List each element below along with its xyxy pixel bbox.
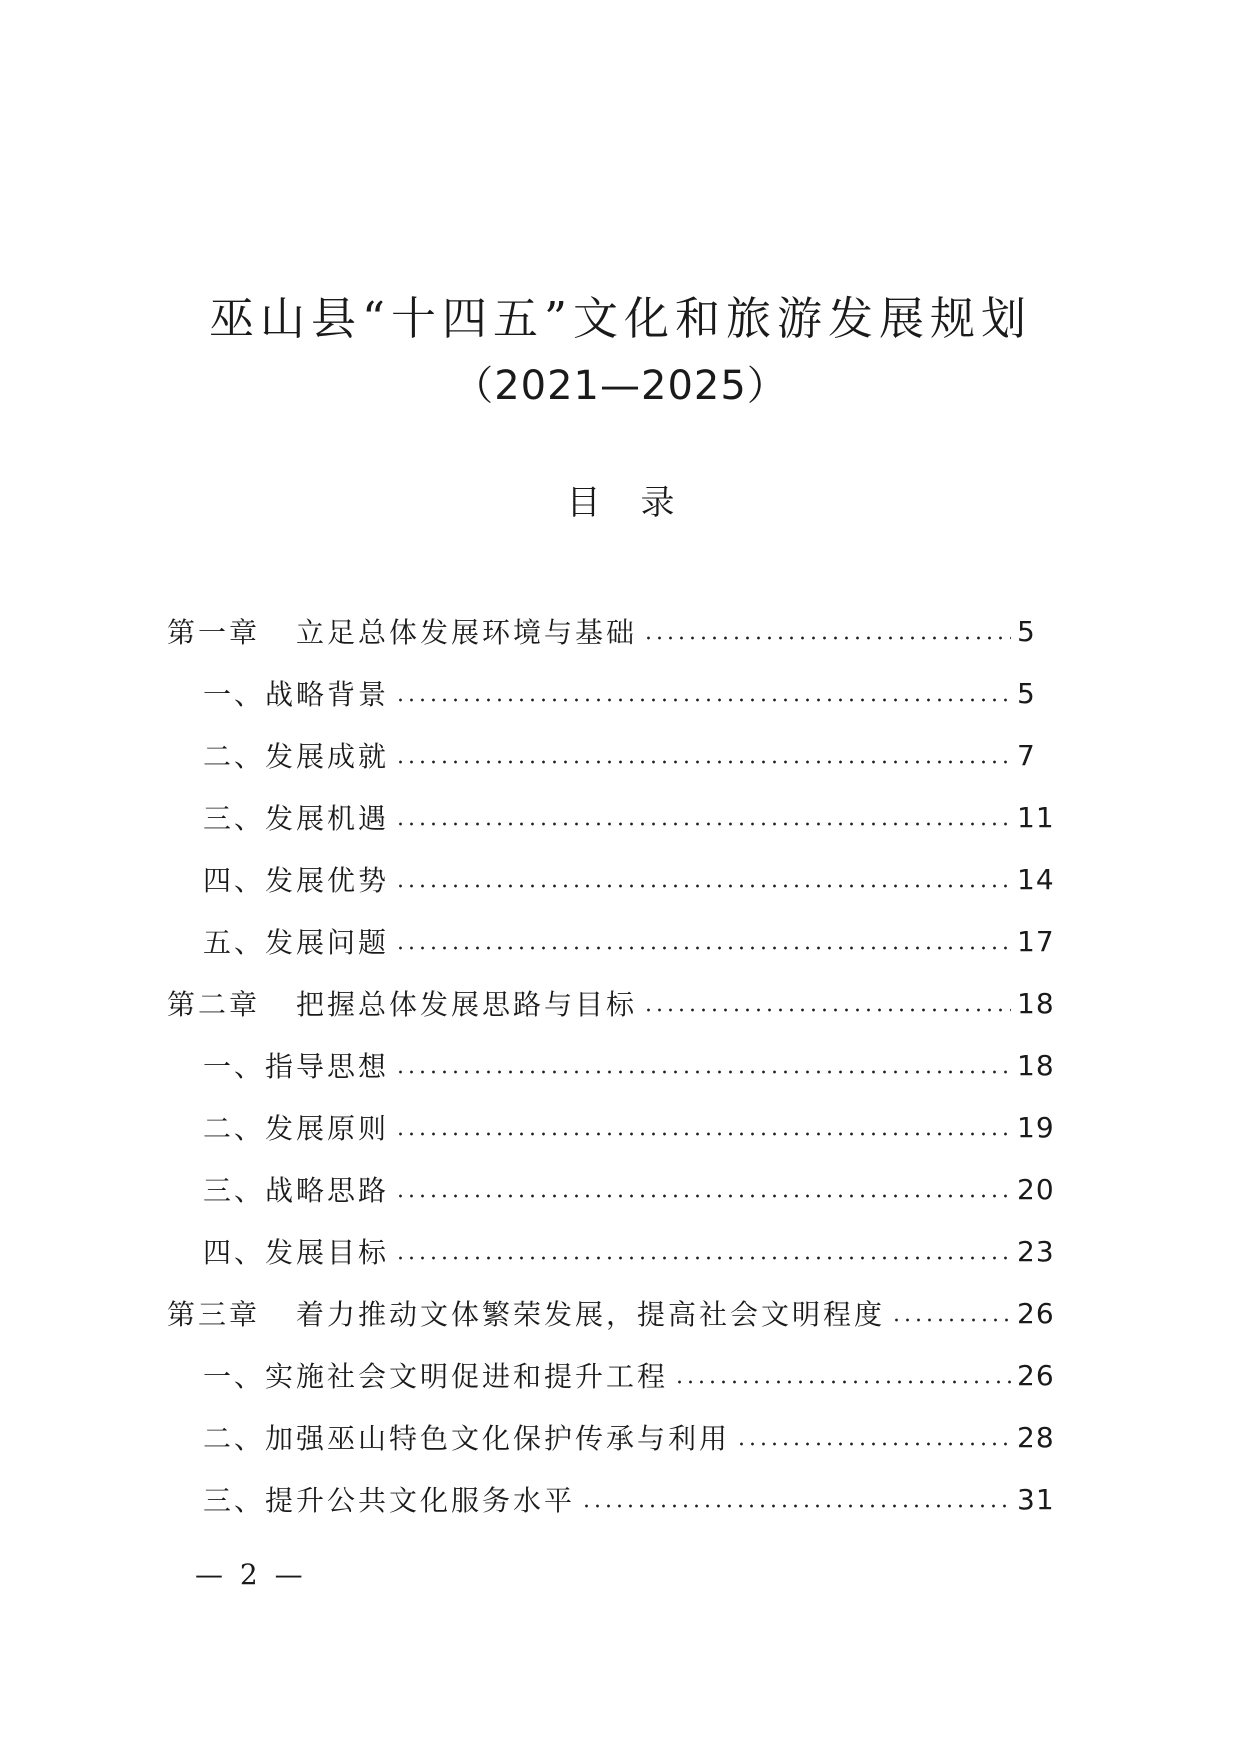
toc-entry-page: 11 <box>1017 800 1055 834</box>
toc-entry-chapter[interactable] <box>167 600 1057 662</box>
toc-entry-section[interactable] <box>167 1220 1057 1282</box>
dot-leader <box>395 1256 1011 1260</box>
toc-entry-page: 23 <box>1017 1234 1055 1268</box>
toc-entry-number: 二、 <box>203 740 266 773</box>
toc-entry-number: 一、 <box>203 1360 266 1393</box>
page-number-footer: — 2 — <box>195 1558 307 1591</box>
toc-entry-label <box>203 1169 389 1209</box>
toc-entry-page: 31 <box>1017 1482 1055 1516</box>
toc-entry-number: 二、 <box>203 1112 266 1145</box>
toc-entry-number: 三、 <box>203 1174 266 1207</box>
toc-entry-section[interactable] <box>167 786 1057 848</box>
toc-entry-number: 一、 <box>203 1050 266 1083</box>
toc-entry-title: 发展成就 <box>265 740 390 773</box>
toc-entry-label <box>203 1417 730 1457</box>
toc-entry-section[interactable] <box>167 910 1057 972</box>
dot-leader <box>395 946 1011 950</box>
dot-leader <box>395 884 1011 888</box>
dot-leader <box>891 1318 1011 1322</box>
toc-entry-label <box>203 921 389 961</box>
toc-entry-label <box>203 797 389 837</box>
toc-entry-number: 三、 <box>203 802 266 835</box>
dot-leader <box>581 1504 1011 1508</box>
toc-entry-number: 三、 <box>203 1484 266 1517</box>
toc-entry-label <box>203 859 389 899</box>
toc-entry-page: 5 <box>1017 676 1036 710</box>
toc-entry-page: 19 <box>1017 1110 1055 1144</box>
toc-entry-number: 四、 <box>203 1236 266 1269</box>
toc-entry-chapter[interactable] <box>167 1282 1057 1344</box>
toc-entry-section[interactable] <box>167 1468 1057 1530</box>
toc-entry-title: 立足总体发展环境与基础 <box>296 616 638 649</box>
toc-entry-page: 14 <box>1017 862 1055 896</box>
dot-leader <box>395 822 1011 826</box>
toc-entry-number: 一、 <box>203 678 266 711</box>
toc-entry-label <box>167 1293 885 1333</box>
toc-entry-chapter[interactable] <box>167 972 1057 1034</box>
toc-entry-title: 发展原则 <box>265 1112 390 1145</box>
dot-leader <box>395 1194 1011 1198</box>
toc-entry-page: 18 <box>1017 986 1055 1020</box>
toc-entry-label <box>203 1045 389 1085</box>
toc-entry-title: 提升公共文化服务水平 <box>265 1484 576 1517</box>
toc-entry-label <box>203 735 389 775</box>
toc-entry-section[interactable] <box>167 1096 1057 1158</box>
toc-entry-page: 26 <box>1017 1358 1055 1392</box>
table-of-contents <box>167 600 1057 1530</box>
toc-entry-label <box>203 1231 389 1271</box>
toc-entry-page: 28 <box>1017 1420 1055 1454</box>
toc-entry-section[interactable] <box>167 1158 1057 1220</box>
toc-entry-section[interactable] <box>167 1406 1057 1468</box>
toc-entry-number: 四、 <box>203 864 266 897</box>
dot-leader <box>736 1442 1011 1446</box>
toc-entry-page: 5 <box>1017 614 1036 648</box>
toc-entry-label <box>203 673 389 713</box>
toc-entry-section[interactable] <box>167 724 1057 786</box>
toc-entry-title: 着力推动文体繁荣发展，提高社会文明程度 <box>296 1298 886 1331</box>
toc-entry-page: 20 <box>1017 1172 1055 1206</box>
toc-entry-section[interactable] <box>167 662 1057 724</box>
toc-entry-section[interactable] <box>167 1344 1057 1406</box>
toc-entry-number: 第一章 <box>167 616 261 649</box>
toc-heading: 目录 <box>566 483 715 523</box>
toc-entry-number: 二、 <box>203 1422 266 1455</box>
toc-entry-title: 发展问题 <box>265 926 390 959</box>
dot-leader <box>395 1132 1011 1136</box>
toc-entry-section[interactable] <box>167 848 1057 910</box>
toc-entry-label <box>167 611 637 651</box>
toc-entry-section[interactable] <box>167 1034 1057 1096</box>
toc-entry-number: 第三章 <box>167 1298 261 1331</box>
toc-entry-title: 加强巫山特色文化保护传承与利用 <box>265 1422 731 1455</box>
toc-entry-title: 把握总体发展思路与目标 <box>296 988 638 1021</box>
document-title: 巫山县“十四五”文化和旅游发展规划 <box>208 292 1032 345</box>
dot-leader <box>395 1070 1011 1074</box>
toc-entry-title: 指导思想 <box>265 1050 390 1083</box>
toc-entry-title: 发展优势 <box>265 864 390 897</box>
toc-entry-number: 五、 <box>203 926 266 959</box>
toc-entry-label <box>203 1479 575 1519</box>
dot-leader <box>643 636 1011 640</box>
toc-entry-number: 第二章 <box>167 988 261 1021</box>
toc-entry-label <box>167 983 637 1023</box>
toc-entry-title: 发展目标 <box>265 1236 390 1269</box>
toc-entry-title: 实施社会文明促进和提升工程 <box>265 1360 669 1393</box>
toc-entry-page: 7 <box>1017 738 1036 772</box>
dot-leader <box>643 1008 1011 1012</box>
toc-entry-page: 26 <box>1017 1296 1055 1330</box>
toc-entry-title: 战略背景 <box>265 678 390 711</box>
toc-entry-page: 17 <box>1017 924 1055 958</box>
toc-entry-label <box>203 1107 389 1147</box>
toc-entry-page: 18 <box>1017 1048 1055 1082</box>
toc-entry-title: 战略思路 <box>265 1174 390 1207</box>
dot-leader <box>674 1380 1011 1384</box>
dot-leader <box>395 698 1011 702</box>
toc-entry-title: 发展机遇 <box>265 802 390 835</box>
dot-leader <box>395 760 1011 764</box>
document-subtitle-years: （2021—2025） <box>453 363 788 409</box>
toc-entry-label <box>203 1355 668 1395</box>
